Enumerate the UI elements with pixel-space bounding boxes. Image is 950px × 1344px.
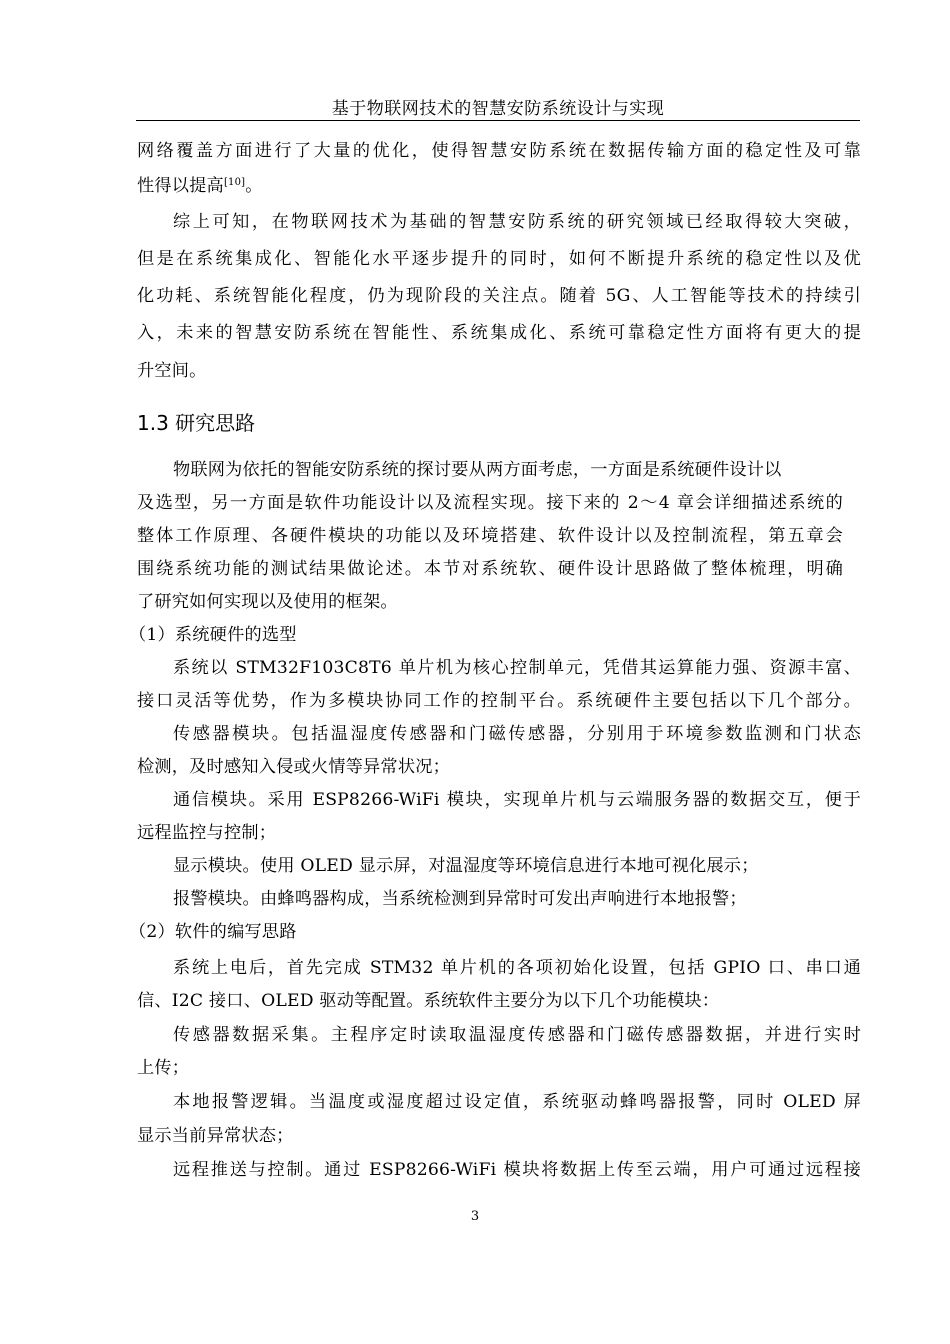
subsection-heading: （2）软件的编写思路: [129, 922, 297, 942]
paragraph-line: 整体工作原理、各硬件模块的功能以及环境搭建、软件设计以及控制流程，第五章会: [137, 526, 843, 546]
paragraph-line: 传感器模块。包括温湿度传感器和门磁传感器，分别用于环境参数监测和门状态: [173, 724, 861, 744]
paragraph-line: 远程监控与控制；: [137, 823, 277, 843]
paragraph-line: 检测，及时感知入侵或火情等异常状况；: [137, 757, 450, 777]
paragraph-line: 综上可知，在物联网技术为基础的智慧安防系统的研究领域已经取得较大突破，: [173, 212, 861, 232]
paragraph-line: 及选型，另一方面是软件功能设计以及流程实现。接下来的 2～4 章会详细描述系统的: [137, 493, 843, 513]
paragraph-line: 系统以 STM32F103C8T6 单片机为核心控制单元，凭借其运算能力强、资源丰富、: [173, 658, 861, 678]
paragraph-line: 系统上电后，首先完成 STM32 单片机的各项初始化设置，包括 GPIO 口、串口通: [173, 958, 861, 978]
paragraph-line: 上传；: [137, 1058, 190, 1078]
paragraph-line: 信、I2C 接口、OLED 驱动等配置。系统软件主要分为以下几个功能模块：: [137, 991, 720, 1011]
paragraph-line: 通信模块。采用 ESP8266-WiFi 模块，实现单片机与云端服务器的数据交互，便于: [173, 790, 861, 810]
paragraph-line: 入，未来的智慧安防系统在智能性、系统集成化、系统可靠稳定性方面将有更大的提: [137, 323, 861, 343]
paragraph-line: 化功耗、系统智能化程度，仍为现阶段的关注点。随着 5G、人工智能等技术的持续引: [137, 286, 861, 306]
paragraph-line: 接口灵活等优势，作为多模块协同工作的控制平台。系统硬件主要包括以下几个部分。: [137, 691, 861, 711]
paragraph-line: 性得以提高[10]。: [137, 176, 263, 196]
paragraph-line: 本地报警逻辑。当温度或湿度超过设定值，系统驱动蜂鸣器报警，同时 OLED 屏: [173, 1092, 861, 1112]
citation-ref: [10]: [223, 177, 246, 188]
paragraph-line: 网络覆盖方面进行了大量的优化，使得智慧安防系统在数据传输方面的稳定性及可靠: [137, 141, 861, 161]
paragraph-line: 升空间。: [137, 361, 207, 381]
paragraph-line: 远程推送与控制。通过 ESP8266-WiFi 模块将数据上传至云端，用户可通过远程接: [173, 1160, 861, 1180]
paragraph-line: 物联网为依托的智能安防系统的探讨要从两方面考虑，一方面是系统硬件设计以: [173, 460, 782, 480]
paragraph-line: 传感器数据采集。主程序定时读取温湿度传感器和门磁传感器数据，并进行实时: [173, 1025, 861, 1045]
paragraph-line: 显示模块。使用 OLED 显示屏，对温湿度等环境信息进行本地可视化展示；: [173, 856, 759, 876]
header-title: 基于物联网技术的智慧安防系统设计与实现: [331, 99, 665, 119]
page-number: 3: [470, 1209, 480, 1224]
subsection-heading: （1）系统硬件的选型: [129, 625, 297, 645]
paragraph-line: 围绕系统功能的测试结果做论述。本节对系统软、硬件设计思路做了整体梳理，明确: [137, 559, 843, 579]
paragraph-line: 报警模块。由蜂鸣器构成，当系统检测到异常时可发出声响进行本地报警；: [173, 889, 747, 909]
section-heading: 1.3 研究思路: [137, 411, 256, 435]
paragraph-line: 但是在系统集成化、智能化水平逐步提升的同时，如何不断提升系统的稳定性以及优: [137, 249, 861, 269]
paragraph-line: 显示当前异常状态；: [137, 1126, 294, 1146]
page-header: [136, 90, 860, 121]
paragraph-line: 了研究如何实现以及使用的框架。: [137, 592, 398, 612]
